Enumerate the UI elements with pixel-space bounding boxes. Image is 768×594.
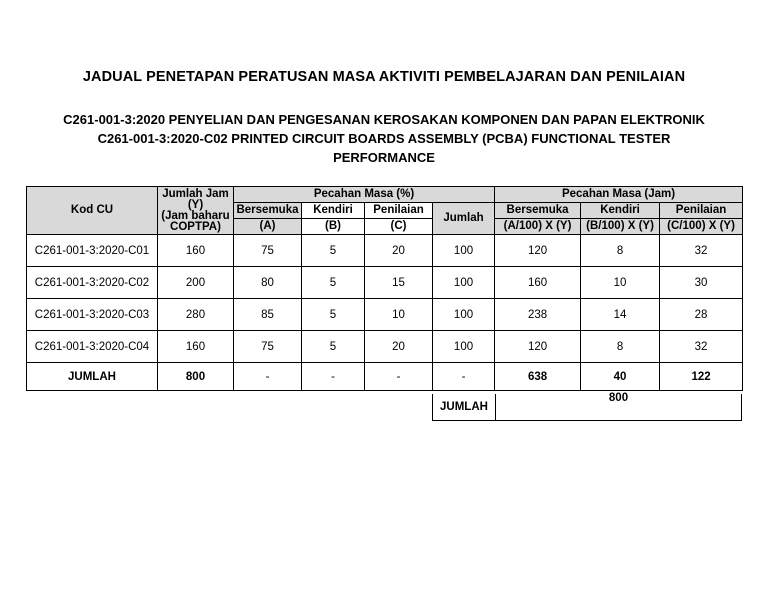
grand-total-row (432, 394, 742, 421)
page-title: JADUAL PENETAPAN PERATUSAN MASA AKTIVITI PEMBELAJARAN DAN PENILAIAN (82, 69, 686, 85)
cell-cy: 32 (660, 331, 743, 363)
cell-c: 20 (365, 331, 433, 363)
cell-cy: 28 (660, 299, 743, 331)
cell-ay: 120 (495, 331, 581, 363)
cell-c: 15 (365, 267, 433, 299)
cell-by: 8 (581, 235, 660, 267)
cell-jumlah: 100 (433, 331, 495, 363)
header-c-y: (C/100) X (Y) (660, 219, 743, 235)
header-penilaian: Penilaian (365, 203, 433, 219)
table-row (27, 331, 743, 363)
cell-jam: 160 (158, 235, 234, 267)
cell-jumlah: 100 (433, 235, 495, 267)
cell-jam: 200 (158, 267, 234, 299)
cell-ay: 238 (495, 299, 581, 331)
cell-b: 5 (302, 299, 365, 331)
header-b: (B) (302, 219, 365, 235)
header-pecahan-masa-pct: Pecahan Masa (%) (234, 187, 495, 203)
time-allocation-table (26, 186, 743, 391)
table-row (27, 235, 743, 267)
cell-ay: 160 (495, 267, 581, 299)
cell-kod: C261-001-3:2020-C02 (27, 267, 158, 299)
total-c: - (365, 363, 433, 391)
cell-cy: 30 (660, 267, 743, 299)
header-jumlah: Jumlah (433, 203, 495, 235)
cell-cy: 32 (660, 235, 743, 267)
cell-jumlah: 100 (433, 267, 495, 299)
subtitle-line: PERFORMANCE (333, 150, 435, 165)
cell-b: 5 (302, 267, 365, 299)
header-kod-cu: Kod CU (27, 187, 158, 235)
cell-jam: 160 (158, 331, 234, 363)
grand-total-value: 800 (608, 392, 629, 404)
total-cy: 122 (660, 363, 743, 391)
cell-a: 75 (234, 331, 302, 363)
total-row (27, 363, 743, 391)
total-jam: 800 (158, 363, 234, 391)
table-row (27, 267, 743, 299)
total-by: 40 (581, 363, 660, 391)
cell-by: 10 (581, 267, 660, 299)
total-a: - (234, 363, 302, 391)
cell-b: 5 (302, 331, 365, 363)
cell-kod: C261-001-3:2020-C04 (27, 331, 158, 363)
header-kendiri-jam: Kendiri (581, 203, 660, 219)
header-a-y: (A/100) X (Y) (495, 219, 581, 235)
grand-total-label: JUMLAH (433, 394, 496, 420)
cell-a: 80 (234, 267, 302, 299)
cell-by: 8 (581, 331, 660, 363)
header-bersemuka: Bersemuka (234, 203, 302, 219)
cell-kod: C261-001-3:2020-C03 (27, 299, 158, 331)
cell-ay: 120 (495, 235, 581, 267)
total-jumlah: - (433, 363, 495, 391)
cell-a: 85 (234, 299, 302, 331)
total-b: - (302, 363, 365, 391)
subtitle-line: C261-001-3:2020 PENYELIAN DAN PENGESANAN KEROSAKAN KOMPONEN DAN PAPAN ELEKTRONIK (63, 112, 705, 127)
subtitle-line: C261-001-3:2020-C02 PRINTED CIRCUIT BOARDS ASSEMBLY (PCBA) FUNCTIONAL TESTER (97, 131, 671, 146)
cell-kod: C261-001-3:2020-C01 (27, 235, 158, 267)
total-label: JUMLAH (27, 363, 158, 391)
cell-a: 75 (234, 235, 302, 267)
cell-jumlah: 100 (433, 299, 495, 331)
header-a: (A) (234, 219, 302, 235)
cell-b: 5 (302, 235, 365, 267)
header-bersemuka-jam: Bersemuka (495, 203, 581, 219)
header-jumlah-jam: Jumlah Jam (Y) (Jam baharu COPTPA) (158, 187, 234, 235)
subtitle (30, 110, 738, 167)
cell-c: 10 (365, 299, 433, 331)
cell-by: 14 (581, 299, 660, 331)
total-ay: 638 (495, 363, 581, 391)
cell-jam: 280 (158, 299, 234, 331)
header-penilaian-jam: Penilaian (660, 203, 743, 219)
header-kendiri: Kendiri (302, 203, 365, 219)
header-pecahan-masa-jam: Pecahan Masa (Jam) (495, 187, 743, 203)
header-c: (C) (365, 219, 433, 235)
table-row (27, 299, 743, 331)
header-b-y: (B/100) X (Y) (581, 219, 660, 235)
cell-c: 20 (365, 235, 433, 267)
